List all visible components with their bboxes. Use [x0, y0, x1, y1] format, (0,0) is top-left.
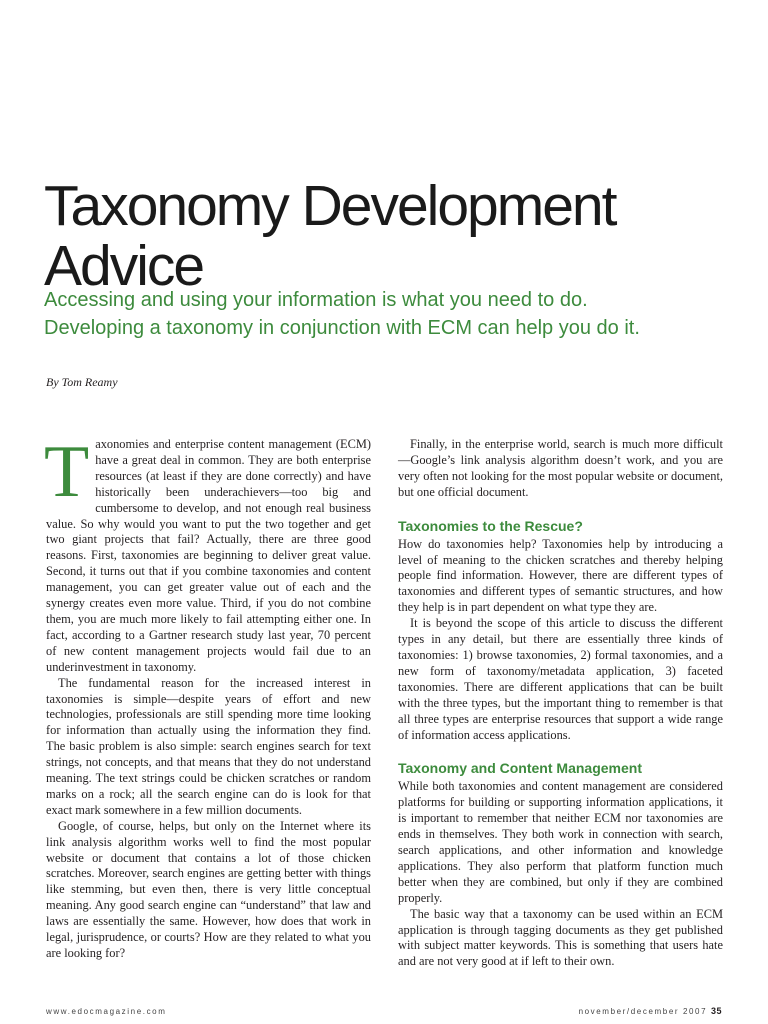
footer-issue-date: november/december 2007	[578, 1007, 708, 1016]
drop-cap: T	[44, 431, 90, 513]
paragraph: While both taxonomies and content management are considered platforms for building or supporting information applications, it is important to remember that neither ECM nor taxonomies are ends in themselves. They both work in connection with search, search applications, and other information and knowledge applications. They also perform that platform function much better when they are combined, but only if they are combined properly.	[398, 779, 723, 905]
right-column	[398, 437, 723, 970]
article-title	[44, 174, 744, 299]
paragraph: How do taxonomies help? Taxonomies help by introducing a level of meaning to the chicken scratches and thereby helping people find information. However, there are different types of taxonomies and different types of semantic structures, and how they help is in part dependent on what type they are.	[398, 536, 723, 615]
left-column	[44, 431, 371, 962]
footer-website: www.edocmagazine.com	[46, 1007, 167, 1016]
deck-line-2: Developing a taxonomy in conjunction with ECM can help you do it.	[44, 317, 640, 339]
footer-issue	[579, 1006, 722, 1016]
paragraph: Google, of course, helps, but only on the Internet where its link analysis algorithm works well to find the most popular website or document that contains a lot of those chicken scratches. Moreover, search engines are getting better with things like stemming, but even then, there is very little conceptual meaning. Any good search engine can “understand” that law and laws are essentially the same. However, how does that work in legal, jurisprudence, or courts? How are they related to what you are looking for?	[46, 818, 371, 960]
paragraph: It is beyond the scope of this article to discuss the different types in any detail, but there are essentially three kinds of taxonomies: 1) browse taxonomies, 2) formal taxonomies, and a new form of taxonomy/metadata application, 3) faceted taxonomies. There are different applications that can be built with the three types, but the important thing to remember is that all three types are enterprise resources that support a wide range of information access applications.	[398, 616, 723, 742]
page-number: 35	[710, 1006, 722, 1016]
title-line-1: Taxonomy Development	[44, 174, 616, 239]
paragraph: Finally, in the enterprise world, search is much more difficult—Google’s link analysis algorithm doesn’t work, and you are very often not looking for the most popular website or document, but one official document.	[398, 437, 723, 499]
paragraph: The basic way that a taxonomy can be used within an ECM application is through tagging documents as they get published with subject matter keywords. This is something that users hate and are not very good at if left to their own.	[398, 906, 723, 969]
title-line-2: Advice	[44, 234, 204, 299]
article-deck	[44, 286, 744, 342]
paragraph	[44, 431, 371, 676]
byline: By Tom Reamy	[46, 375, 118, 389]
paragraph-text: axonomies and enterprise content management (ECM) have a great deal in common. They are both enterprise resources (at least if they are done correctly) and have historically been underachievers—too big and cumbersome to develop, and not enough real business value. So why would you want to put the two together and get two giant projects that fail? Actually, there are three good reasons. First, taxonomies are beginning to deliver great value. Second, it turns out that if you combine taxonomies and content management, you can get greater value out of each and the synergy creates even more value. Third, if you do not combine them, you are much more likely to fail attempting either one. In fact, according to a Gartner research study last year, 70 percent of new content management projects would fail due to an underinvestment in taxonomy.	[46, 437, 371, 674]
section-heading: Taxonomies to the Rescue?	[398, 517, 583, 534]
paragraph: The fundamental reason for the increased interest in taxonomies is simple—despite years of effort and new technologies, professionals are still spending more time looking for information than actually using the information they find. The basic problem is also simple: search engines search for text strings, not concepts, and that means that they do not understand meaning. The text strings could be chicken scratches or random marks on a rock; all the search engine can do is look for that exact mark somewhere in a few million documents.	[46, 675, 371, 817]
section-heading: Taxonomy and Content Management	[398, 760, 642, 777]
deck-line-1: Accessing and using your information is what you need to do.	[44, 289, 588, 311]
